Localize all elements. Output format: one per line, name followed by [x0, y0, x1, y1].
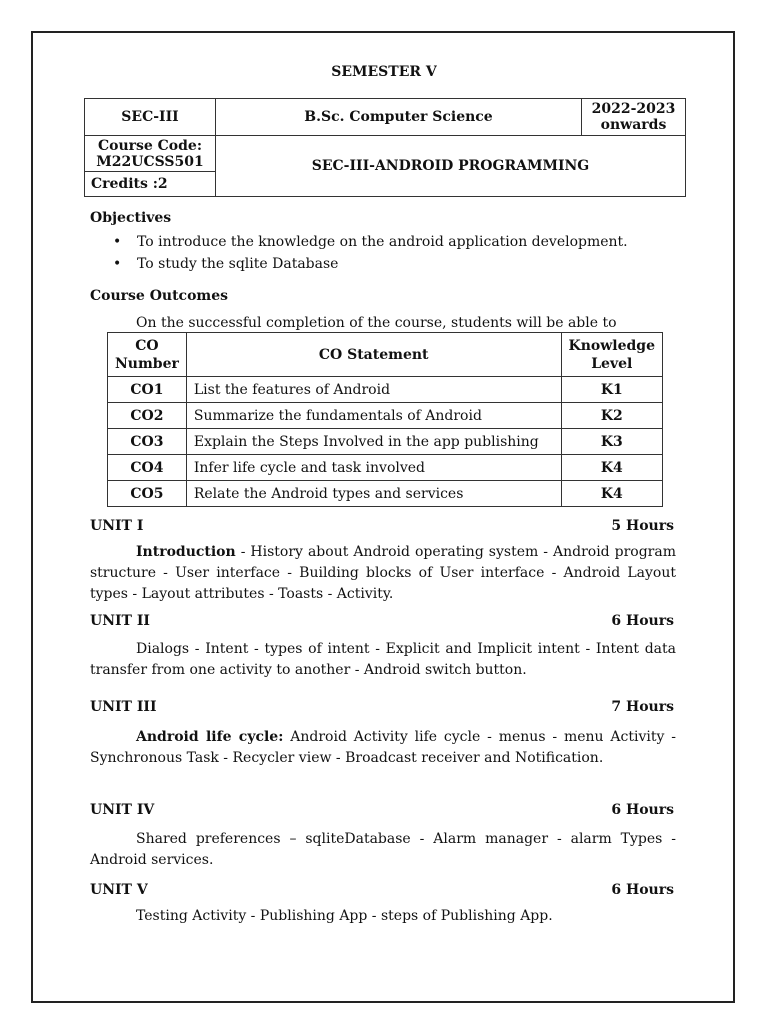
- col-knowledge-level: Knowledge Level: [561, 333, 662, 377]
- outcomes-table: [107, 332, 663, 507]
- objectives-list: [113, 231, 693, 275]
- objectives-heading: Objectives: [90, 210, 172, 226]
- unit-1-heading: UNIT I 5 Hours: [90, 518, 674, 534]
- bullet-icon: •: [113, 256, 122, 272]
- course-code-cell: [85, 136, 216, 172]
- unit-2-heading: UNIT II 6 Hours: [90, 613, 674, 629]
- unit-3-heading: UNIT III 7 Hours: [90, 699, 674, 715]
- bullet-icon: •: [113, 234, 122, 250]
- unit-4-content: Shared preferences – sqliteDatabase - Alarm manager - alarm Types - Android services.: [90, 831, 676, 868]
- table-row: CO3 Explain the Steps Involved in the app publishing K3: [108, 429, 663, 455]
- unit-hours: 6 Hours: [611, 613, 674, 629]
- unit-1-content: Introduction - History about Android operating system - Android program structure - User interface - Building blocks of User interface - Android Layout types - Layout attributes - Toasts - Activity.: [90, 544, 676, 602]
- outcomes-intro: On the successful completion of the course, students will be able to: [136, 315, 617, 331]
- unit-hours: 7 Hours: [611, 699, 674, 715]
- year-line2: onwards: [600, 117, 667, 133]
- programme-cell: B.Sc. Computer Science: [216, 99, 582, 136]
- unit-5-heading: UNIT V 6 Hours: [90, 882, 674, 898]
- course-code-value: M22UCSS501: [96, 153, 204, 170]
- year-line1: 2022-2023: [591, 101, 676, 117]
- col-co-number: CO Number: [108, 333, 187, 377]
- table-row: CO2 Summarize the fundamentals of Android K2: [108, 403, 663, 429]
- unit-hours: 6 Hours: [611, 802, 674, 818]
- outcomes-heading: Course Outcomes: [90, 288, 229, 304]
- col-co-statement: CO Statement: [186, 333, 561, 377]
- list-item: • To study the sqlite Database: [113, 253, 693, 275]
- sec-cell: SEC-III: [85, 99, 216, 136]
- unit-4-heading: UNIT IV 6 Hours: [90, 802, 674, 818]
- unit-hours: 6 Hours: [611, 882, 674, 898]
- course-title-cell: SEC-III-ANDROID PROGRAMMING: [216, 136, 686, 197]
- unit-hours: 5 Hours: [611, 518, 674, 534]
- unit-3-content: Android life cycle: Android Activity life cycle - menus - menu Activity -Synchronous Task - Recycler view - Broadcast receiver and Notification.: [90, 729, 677, 766]
- table-row: CO1 List the features of Android K1: [108, 377, 663, 403]
- unit-2-content: Dialogs - Intent - types of intent - Explicit and Implicit intent - Intent data transfer from one activity to another - Android switch button.: [90, 641, 676, 678]
- credits-cell: Credits :2: [85, 172, 216, 197]
- table-row: CO5 Relate the Android types and services K4: [108, 481, 663, 507]
- course-header-table: [84, 98, 686, 197]
- course-code-label: Course Code:: [97, 137, 203, 154]
- unit-5-content: Testing Activity - Publishing App - steps of Publishing App.: [136, 908, 553, 924]
- year-cell: [582, 99, 686, 136]
- semester-title: SEMESTER V: [331, 64, 437, 80]
- table-row: CO4 Infer life cycle and task involved K4: [108, 455, 663, 481]
- list-item: • To introduce the knowledge on the android application development.: [113, 231, 693, 253]
